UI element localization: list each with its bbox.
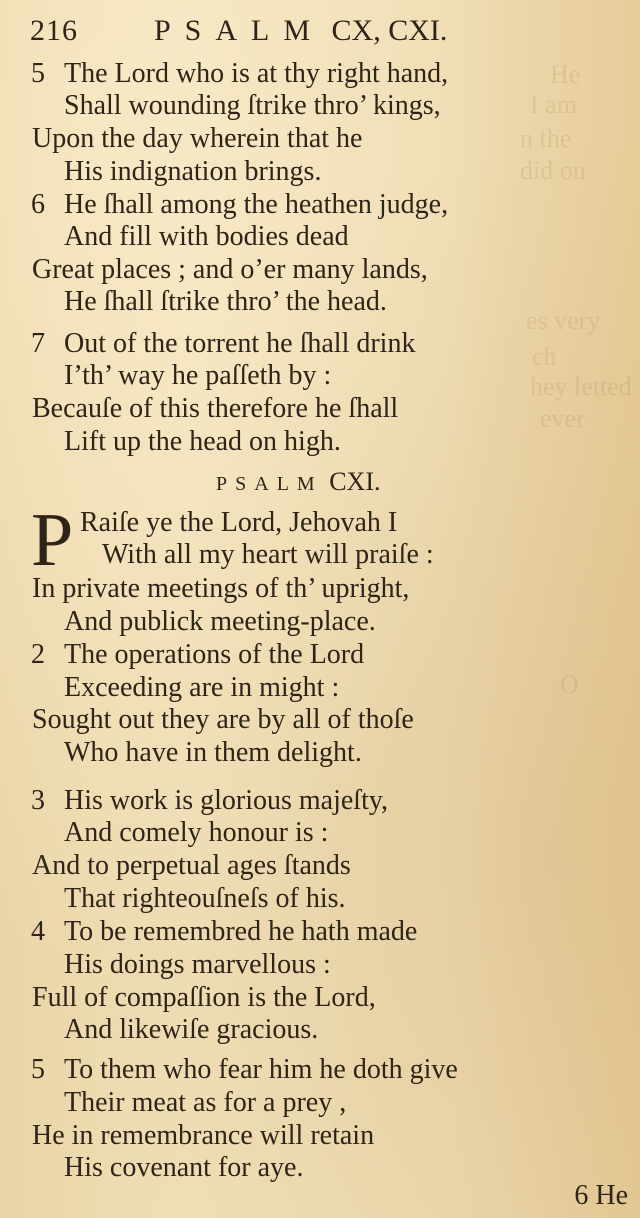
verse-line: And to perpetual ages ſtands xyxy=(32,850,351,881)
heading-psalm-word: PSALM xyxy=(216,473,323,495)
catchword: 6 He xyxy=(574,1180,628,1211)
verse-number: 4 xyxy=(31,916,45,947)
verse-line: And likewiſe gracious. xyxy=(64,1014,319,1045)
verse-number: 3 xyxy=(31,785,45,816)
running-title xyxy=(154,14,447,48)
verse-line: His covenant for aye. xyxy=(64,1152,304,1183)
verse-line: And comely honour is : xyxy=(64,817,329,848)
verse-line: Becauſe of this therefore he ſhall xyxy=(32,393,399,424)
verse-line: He ſhall ſtrike thro’ the head. xyxy=(64,286,387,317)
verse-line: His indignation brings. xyxy=(64,156,322,187)
verse-line: Sought out they are by all of thoſe xyxy=(32,704,414,735)
verse-number: 6 xyxy=(31,189,45,220)
running-title-psalm: PSALM xyxy=(154,14,325,47)
verse-line: Full of compaſſion is the Lord, xyxy=(32,982,376,1013)
verse-line: Out of the torrent he ſhall drink xyxy=(64,328,416,359)
show-through-bleed: He I am n the did on es very ch hey letted ever O xyxy=(520,60,632,699)
verse-line: And publick meeting-place. xyxy=(64,606,376,637)
verse-line: Great places ; and o’er many lands, xyxy=(32,254,428,285)
page-number: 216 xyxy=(30,14,78,47)
verse-line: I’th’ way he paſſeth by : xyxy=(64,360,332,391)
verse-line: Shall wounding ſtrike thro’ kings, xyxy=(64,90,441,121)
verse-line: His doings marvellous : xyxy=(64,949,331,980)
drop-cap: P xyxy=(31,498,74,582)
verse-line: That righteouſneſs of his. xyxy=(64,883,346,914)
verse-number: 7 xyxy=(31,328,45,359)
page-header xyxy=(30,14,610,54)
verse-number: 2 xyxy=(31,639,45,670)
heading-numeral: CXI. xyxy=(329,467,381,496)
verse-line: And fill with bodies dead xyxy=(64,221,349,252)
verse-line: Exceeding are in might : xyxy=(64,672,340,703)
verse-line: Raiſe ye the Lord, Jehovah I xyxy=(80,507,398,538)
verse-line: In private meetings of th’ upright, xyxy=(32,573,410,604)
verse-line: He ſhall among the heathen judge, xyxy=(64,189,449,220)
verse-line: Who have in them delight. xyxy=(64,737,362,768)
verse-line: To them who fear him he doth give xyxy=(64,1054,458,1085)
verse-line: Their meat as for a prey , xyxy=(64,1087,347,1118)
verse-number: 5 xyxy=(31,1054,45,1085)
verse-line: Upon the day wherein that he xyxy=(32,123,363,154)
verse-line: He in remembrance will retain xyxy=(32,1120,375,1151)
verse-line: With all my heart will praiſe : xyxy=(102,539,434,570)
verse-line: The operations of the Lord xyxy=(64,639,365,670)
running-title-numerals: CX, CXI. xyxy=(331,14,448,47)
verse-line: Lift up the head on high. xyxy=(64,426,341,457)
verse-number: 5 xyxy=(31,58,45,89)
verse-line: The Lord who is at thy right hand, xyxy=(64,58,449,89)
verse-line: His work is glorious majeſty, xyxy=(64,785,389,816)
psalm-111-heading xyxy=(216,466,380,500)
verse-line: To be remembred he hath made xyxy=(64,916,418,947)
